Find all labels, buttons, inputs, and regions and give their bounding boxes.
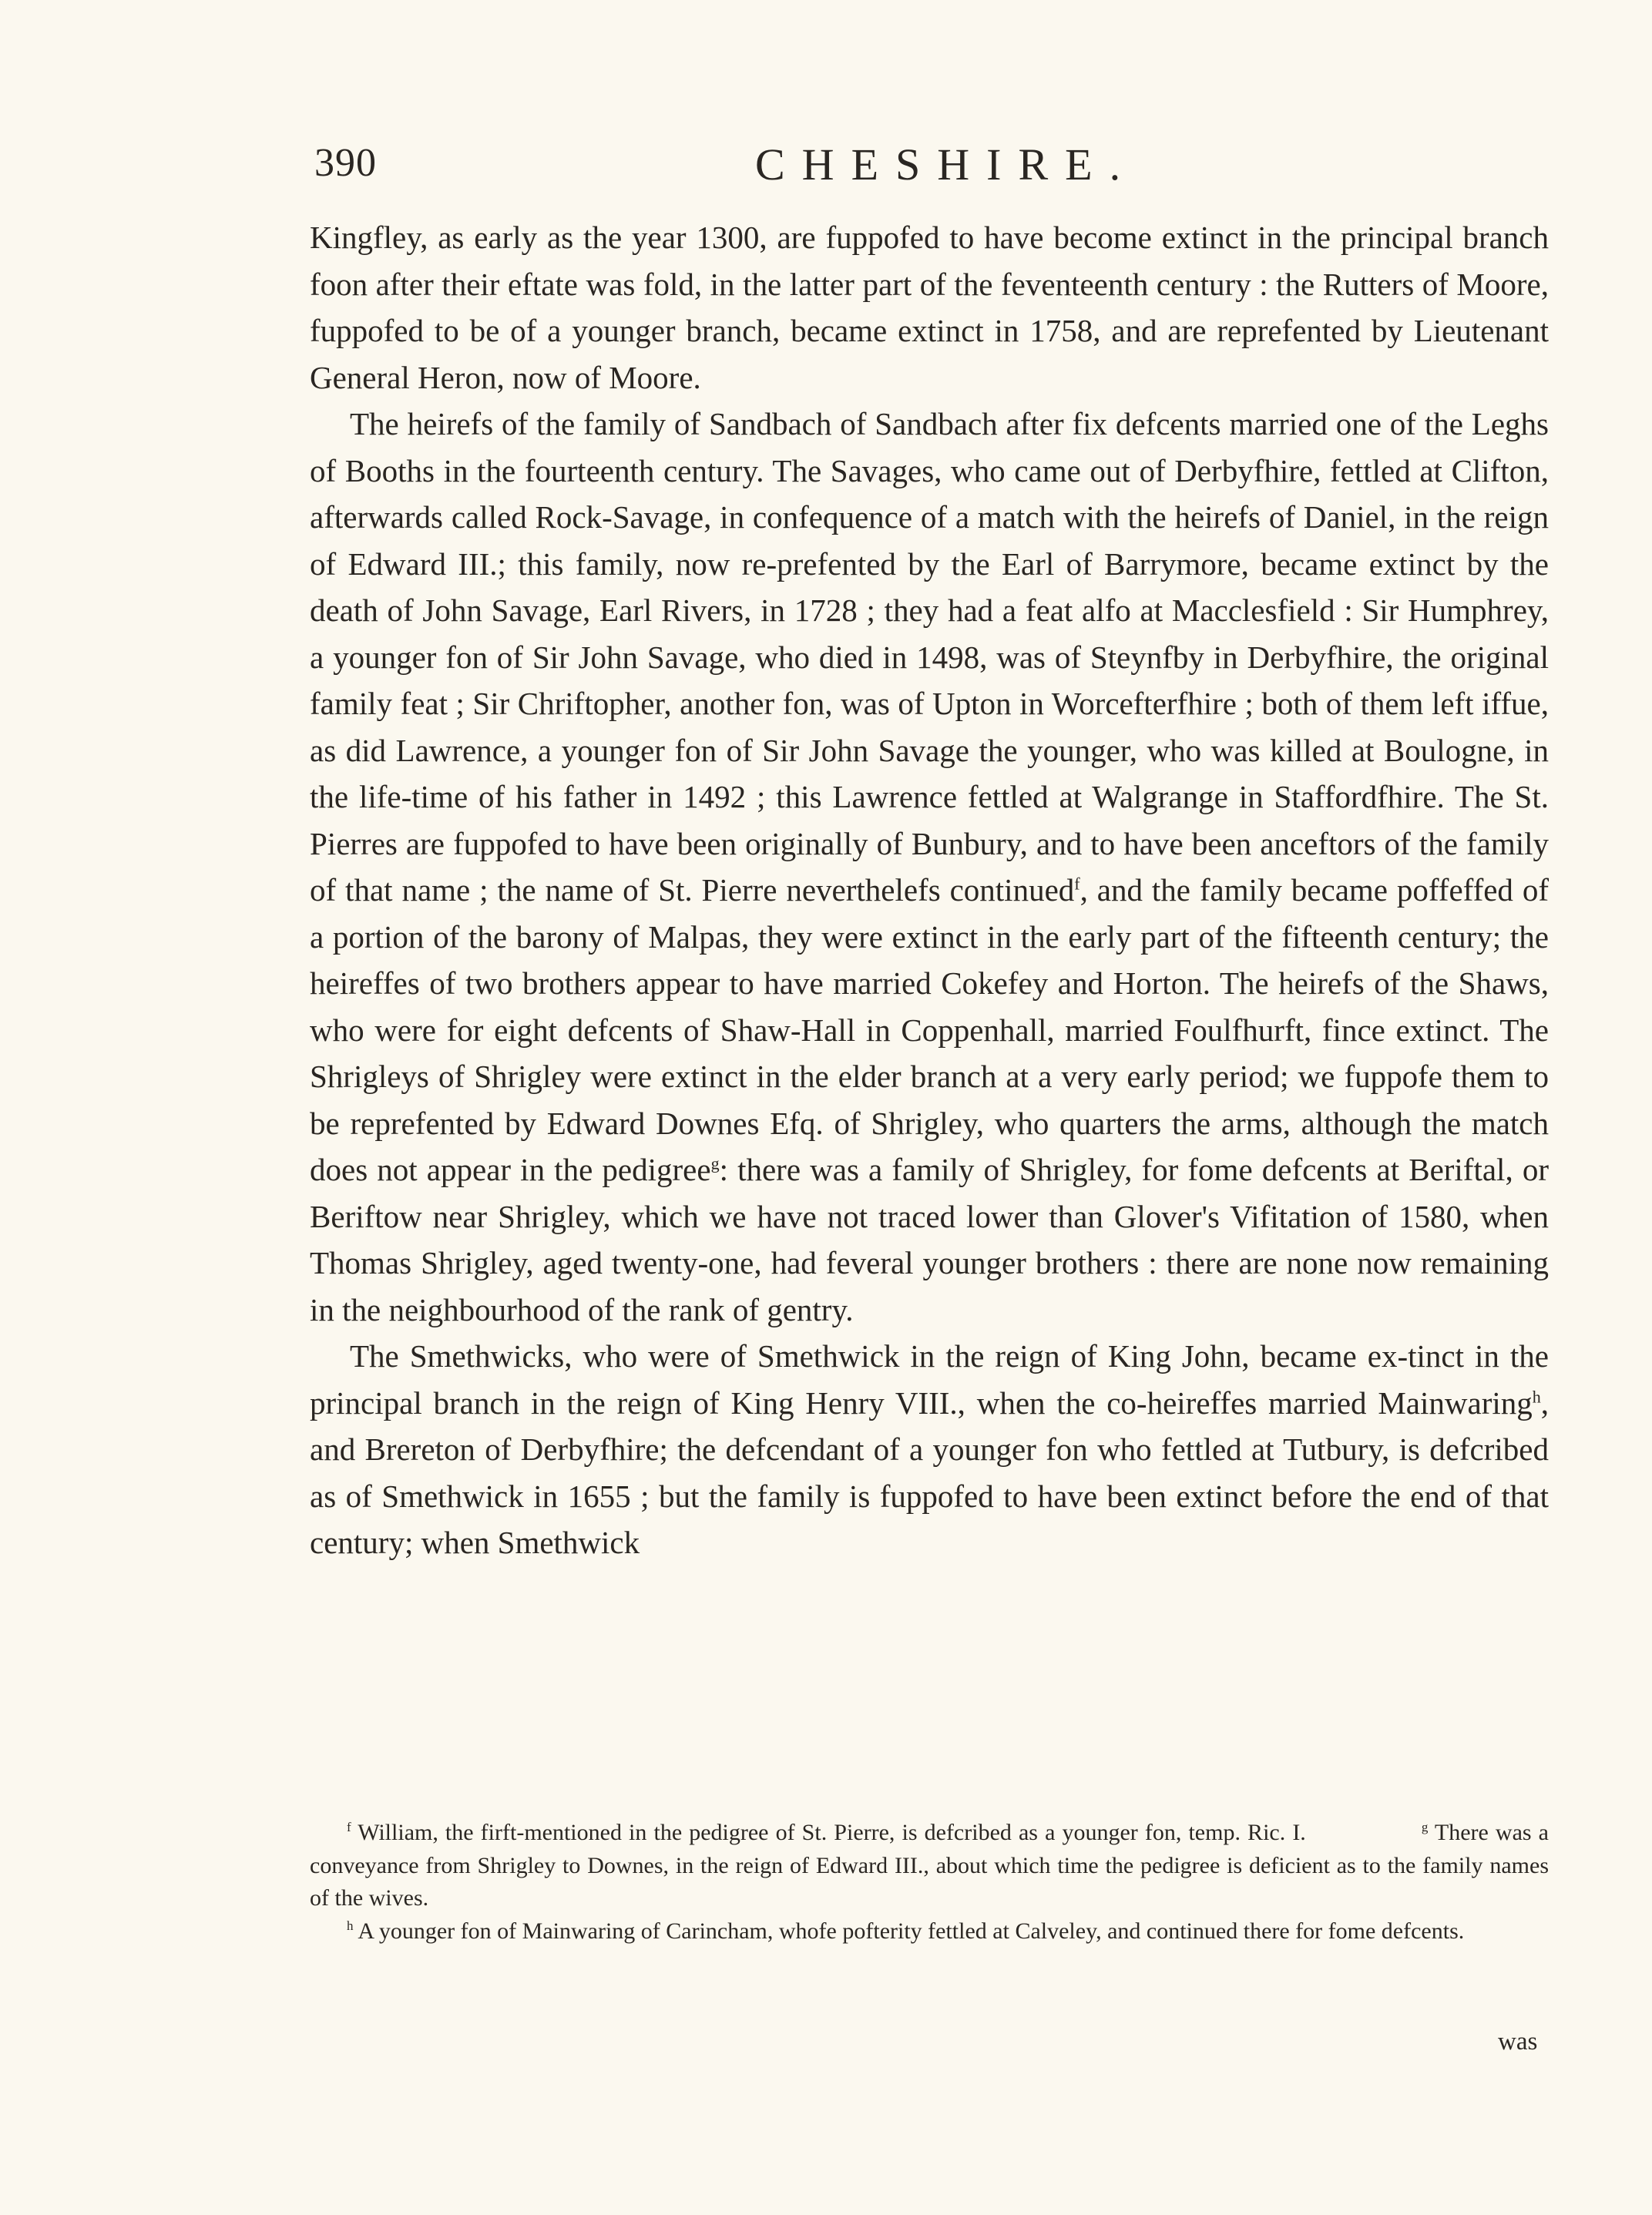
body-text bbox=[310, 214, 1549, 1566]
footnote-mark-g: g bbox=[1421, 1820, 1429, 1834]
paragraph-sandbach-part-1: The heirefs of the family of Sandbach of Sandbach after fix defcents married one of the Leghs of Booths in the fourteenth century. The Savages, who came out of Derbyfhire, fettled at Clifton, afterwards called Rock-Savage, in confequence of a match with the heirefs of Daniel, in the reign of Edward III.; this family, now re-prefented by the Earl of Barrymore, became extinct by the death of John Savage, Earl Rivers, in 1728 ; they had a feat alfo at Macclesfield : Sir Humphrey, a younger fon of Sir John Savage, who died in 1498, was of Steynfby in Derbyfhire, the original family feat ; Sir Chriftopher, another fon, was of Upton in Worcefterfhire ; both of them left iffue, as did Lawrence, a younger fon of Sir John Savage the younger, who was killed at Boulogne, in the life-time of his father in 1492 ; this Lawrence fettled at Walgrange in Staffordfhire. The St. Pierres are fuppofed to have been originally of Bunbury, and to have been anceftors of the family of that name ; the name of St. Pierre neverthelefs continued bbox=[310, 406, 1549, 908]
footnote-ref-f: f bbox=[1074, 874, 1080, 894]
paragraph-sandbach-part-2: , and the family became poffeffed of a portion of the barony of Malpas, they were extinct in the early part of the fifteenth century; the heireffes of two brothers appear to have married Cokefey and Horton. The heirefs of the Shaws, who were for eight defcents of Shaw-Hall in Coppenhall, married Foulfhurft, fince extinct. The Shrigleys of Shrigley were extinct in the elder branch at a very early period; we fuppofe them to be reprefented by Edward Downes Efq. of Shrigley, who quarters the arms, although the match does not appear in the pedigree bbox=[310, 872, 1549, 1187]
paragraph-smethwick bbox=[310, 1333, 1549, 1566]
footnote-ref-h: h bbox=[1532, 1386, 1541, 1406]
footnote-h-text: A younger fon of Mainwaring of Carincham, whofe pofterity fettled at Calveley, and continued there for fome defcents. bbox=[358, 1918, 1465, 1944]
footnote-g-text: There was a conveyance from Shrigley to Downes, in the reign of Edward III., about which time the pedigree is deficient as to the family names of the wives. bbox=[310, 1820, 1549, 1911]
footnote-f-text: William, the firft-mentioned in the pedigree of St. Pierre, is defcribed as a younger fon, temp. Ric. I. bbox=[358, 1820, 1306, 1845]
footnote-h bbox=[310, 1915, 1549, 1948]
footnote-f-g bbox=[310, 1817, 1549, 1915]
footnote-mark-f: f bbox=[347, 1820, 351, 1834]
footnotes bbox=[310, 1817, 1549, 1948]
paragraph-smethwick-part-1: The Smethwicks, who were of Smethwick in the reign of King John, became ex-tinct in the principal branch in the reign of King Henry VIII., when the co-heireffes married Mainwaring bbox=[310, 1338, 1549, 1421]
page-number: 390 bbox=[314, 141, 377, 185]
paragraph-kingsley: Kingfley, as early as the year 1300, are fuppofed to have become extinct in the principal branch foon after their eftate was fold, in the latter part of the feventeenth century : the Rutters of Moore, fuppofed to be of a younger branch, became extinct in 1758, and are reprefented by Lieutenant General Heron, now of Moore. bbox=[310, 220, 1549, 395]
running-head: CHESHIRE. bbox=[755, 139, 1138, 190]
footnote-ref-g: g bbox=[710, 1153, 720, 1173]
footnote-mark-h: h bbox=[347, 1918, 354, 1933]
paragraph-smethwick-part-2: , and Brereton of Derbyfhire; the defcendant of a younger fon who fettled at Tutbury, is defcribed as of Smethwick in 1655 ; but the family is fuppofed to have been extinct before the end of that century; when Smethwick bbox=[310, 1384, 1549, 1560]
catchword: was bbox=[1498, 2028, 1538, 2056]
paragraph-sandbach bbox=[310, 401, 1549, 1333]
paragraph-sandbach-part-3: : there was a family of Shrigley, for fome defcents at Beriftal, or Beriftow near Shrigley, which we have not traced lower than Glover's Vifitation of 1580, when Thomas Shrigley, aged twenty-one, had feveral younger brothers : there are none now remaining in the neighbourhood of the rank of gentry. bbox=[310, 1152, 1549, 1327]
